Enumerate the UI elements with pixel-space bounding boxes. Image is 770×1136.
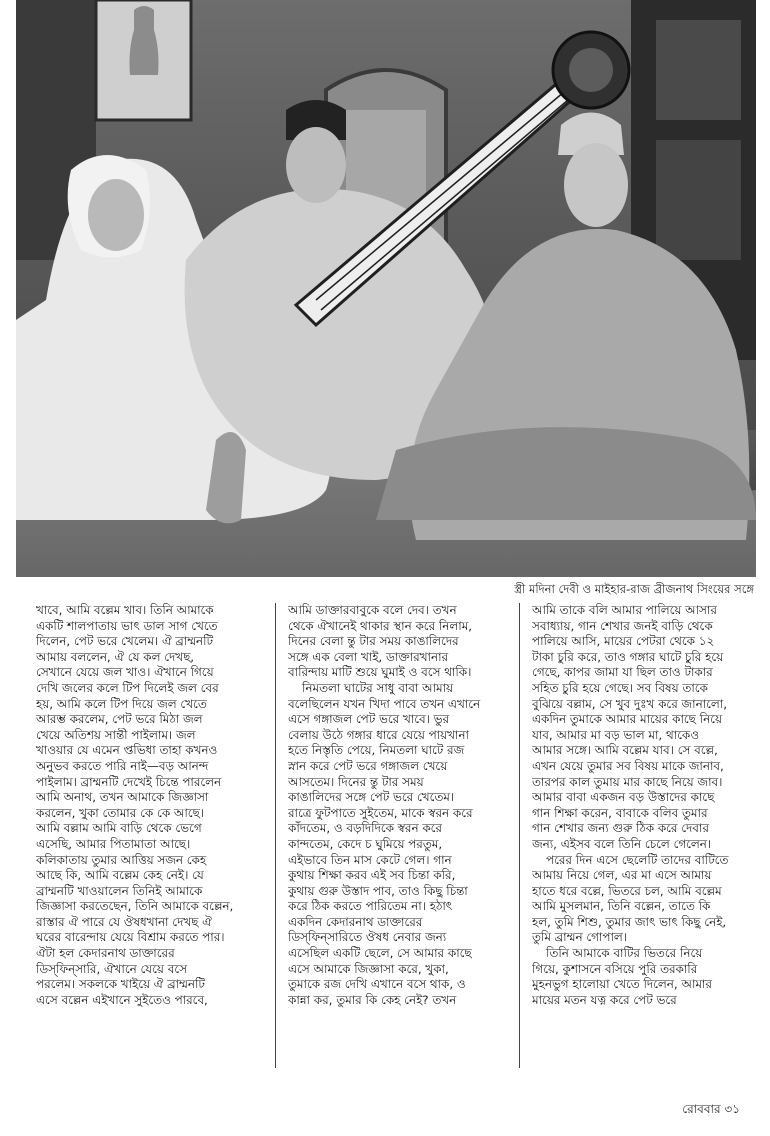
text-line: ঘরের বারেন্দায় যেয়ে বিশ্রাম করতে পার।: [36, 930, 225, 945]
text-line: এইভাবে তিন মাস কেটে গেল। গান: [288, 852, 452, 867]
text-line: জন্য, এইসব বলে তিনি চেলে গেলেন।: [532, 836, 712, 851]
text-line: আমি মুসলমান, তিনি বল্লেন, তাতে কি: [532, 899, 711, 914]
text-line: গিয়ে, কুশাসনে বসিয়ে পুরি তরকারি: [532, 961, 698, 976]
text-line: এখন যেয়ে তুমার সব বিষয় মাকে জানাব,: [532, 758, 724, 773]
text-line: একটি শালপাতায় ভাৎ ডাল সাগ খেতে: [36, 618, 218, 633]
text-line: কাঁদতেম, ও বড়দিদিকে স্বরন করে: [288, 821, 442, 836]
text-line: আমি তাকে বলি আমার পালিয়ে আসার: [532, 603, 717, 617]
musicians-photo: [16, 0, 756, 577]
text-line: একদিন তুমাকে আমার মায়ের কাছে নিয়ে: [532, 712, 722, 727]
text-line: ব্রাম্মনটি খাওয়ালেন তিনিই আমাকে: [36, 883, 203, 898]
text-line: থেকে ঐখানেই থাকার স্থান করে নিলাম,: [288, 618, 473, 633]
text-line: হতে নিস্তৃতি পেয়ে, নিমতলা ঘাটে রজ: [288, 743, 465, 758]
text-line: সবাধ্যায়, গান শেখার জনই বাড়ি থেকে: [532, 618, 713, 633]
photograph: [16, 0, 756, 577]
text-line: হল, তুমি শিশু, তুমার জাৎ ভাৎ কিছু নেই,: [532, 914, 727, 929]
text-line: জিজ্ঞাসা করতেছেন, তিনি আমাকে বল্লেন,: [36, 899, 234, 914]
article-column-1: [36, 603, 258, 1083]
text-line: পাইলাম। ব্রাম্মনটি দেখেই চিন্তে পারলেন: [36, 774, 222, 789]
text-line: তুমি ব্রাম্মন গোপাল।: [532, 930, 628, 945]
text-line: করলেন, খুকা তোমার কে কে আছে।: [36, 805, 205, 820]
text-line: আমি ডাক্তারবাবুকে বলে দেব। তখন: [288, 603, 457, 617]
text-line: তিনি আমাকে বাটির ভিতরে নিয়ে: [546, 946, 703, 961]
text-line: রাস্তার ঐ পারে যে ঔষধখানা দেখছ ঐ: [36, 914, 212, 929]
text-line: গান শিক্ষা করেন, বাবাকে বলিব তুমার: [532, 805, 708, 820]
text-line: দেখি জলের কলে টিপ দিলেই জল বের: [36, 680, 219, 695]
text-line: বলেছিলেন যখন খিদা পাবে তখন এখানে: [288, 696, 481, 711]
text-line: এসেছিল একটি ছেলে, সে আমার কাছে: [288, 946, 472, 961]
text-line: টাকা চুরি করে, তাও গঙ্গার ঘাটে চুরি হয়ে: [532, 649, 724, 664]
text-line: সহিত চুরি হয়ে গেছে। সব বিষয় তাকে: [532, 680, 708, 695]
text-line: তুমাকে রজ দেখি এখানে বসে থাক, ও: [288, 977, 466, 992]
text-line: বেলায় উঠে গঙ্গার ধারে যেয়ে পায়খানা: [288, 727, 469, 742]
text-line: বুঝিয়ে বল্লাম, সে খুব দুঃখ করে জানালো,: [532, 696, 728, 711]
text-line: আমার সঙ্গে। আমি বল্লেম যাব। সে বল্লে,: [532, 743, 718, 758]
text-line: কুথায় গুরু উস্তাদ পাব, তাও কিছু চিন্তা: [288, 883, 468, 898]
text-line: ডিস্‌ফিন্‌সারিতে ঔষধ নেবার জন্য: [288, 930, 447, 945]
text-line: আমার বাবা একজন বড় উস্তাদের কাছে: [532, 790, 715, 805]
text-line: হাতে ধরে বল্লে, ভিতরে চল, আমি বল্লেম: [532, 883, 722, 898]
text-line: আমি অনাথ, তখন আমাকে জিজ্ঞাসা: [36, 790, 209, 805]
text-line: স্নান করে পেট ভরে গঙ্গাজল খেয়ে: [288, 758, 448, 773]
text-line: পরলেম। সকলকে খাইয়ে ঐ ব্রাম্মনটি: [36, 977, 205, 992]
text-line: পরের দিন এসে ছেলেটি তাদের বাটিতে: [546, 852, 729, 867]
text-line: খাবে, আমি বল্লেম খাব। তিনি আমাকে: [36, 603, 214, 617]
text-line: এসে গঙ্গাজল পেট ভরে খাবে। ভুর: [288, 712, 450, 727]
text-line: এসেছি, আমার পিতামাতা আছে।: [36, 836, 191, 851]
text-line: দিলেন, পেট ভরে খেলেম। ঐ ব্রাম্মনটি: [36, 634, 214, 649]
text-line: আমায় নিয়ে গেল, এর মা এসে আমায়: [532, 868, 712, 883]
text-line: সঙ্গে এক বেলা খাই, ডাক্তারখানার: [288, 649, 449, 664]
text-line: কান্দতেম, কেদে চ ঘুমিয়ে পরতুম,: [288, 836, 443, 851]
text-line: গেছে, কাপর জামা যা ছিল তাও টাকার: [532, 665, 713, 680]
text-line: তারপর কাল তুমায় মার কাছে নিয়ে জাব।: [532, 774, 723, 789]
text-line: এসে বল্লেন এইখানে সুইতেও পারবে,: [36, 992, 208, 1007]
text-line: খাওয়ার যে এমেন প্তভিধা তাহা কখনও: [36, 743, 218, 758]
text-line: ডিস্‌ফিন্‌সারি, ঐখানে যেয়ে বসে: [36, 961, 187, 976]
text-line: কলিকাতায় তুমার আত্তিয় সজন কেহ: [36, 852, 207, 867]
text-line: একদিন কেদারনাথ ডাক্তারের: [288, 914, 423, 929]
text-line: আসতেম। দিনের ন্তু টার সময়: [288, 774, 424, 789]
text-line: এসে আমাকে জিজ্ঞাসা করে, খুকা,: [288, 961, 449, 976]
text-line: কুথায় শিক্ষা করব এই সব চিন্তা করি,: [288, 868, 456, 883]
text-line: পালিয়ে আসি, মায়ের পেটরা থেকে ১২: [532, 634, 715, 649]
text-line: দিনের বেলা ন্তু টার সময় কাঙালিদের: [288, 634, 459, 649]
article-column-3: [532, 603, 754, 1083]
text-line: আমি বল্লাম আমি বাড়ি থেকে ভেগে: [36, 821, 202, 836]
text-line: মুহনভুগ হালোয়া খেতে দিলেন, আমার: [532, 977, 712, 992]
text-line: আছে কি, আমি বল্লেম কেহ নেই। যে: [36, 868, 204, 883]
text-line: যাব, আমার মা বড় ভাল মা, থাকেও: [532, 727, 699, 742]
article-body: [36, 603, 748, 1083]
text-line: রাত্রে ফুটপাতে সুইতেম, মাকে স্বরন করে: [288, 805, 473, 820]
article-column-2: [288, 603, 510, 1083]
text-line: বারিন্দায় মাটি শুয়ে ঘুমাই ও বসে থাকি।: [288, 665, 472, 680]
text-line: মায়ের মতন যত্ন করে পেট ভরে: [532, 992, 677, 1007]
text-line: খেয়ে অতিশয় সান্তী পাইলাম। জল: [36, 727, 196, 742]
text-line: কান্না কর, তুমার কি কেহ নেই? তখন: [288, 992, 457, 1007]
photo-caption: স্ত্রী মদিনা দেবী ও মাইহার-রাজ ব্রীজনাথ সিংয়ের সঙ্গে: [514, 582, 754, 596]
text-line: করে ঠিক করতে পারিতেম না। হঠাৎ: [288, 899, 453, 914]
text-line: গান শেখার জন্য গুরু ঠিক করে দেবার: [532, 821, 709, 836]
text-line: নিমতলা ঘাটের সাধু বাবা আমায়: [302, 680, 454, 695]
text-line: অনুভব করতে পারি নাই—বড় আনন্দ: [36, 758, 209, 773]
text-line: সেখানে যেয়ে জল খাও। ঐখানে গিয়ে: [36, 665, 214, 680]
text-line: হয়, আমি কলে টিপ দিয়ে জল খেতে: [36, 696, 207, 711]
text-line: আরম্ভ করলেম, পেট ভরে মিঠা জল: [36, 712, 203, 727]
text-line: আমায় বললেন, ঐ যে কল দেখছ,: [36, 649, 195, 664]
page-footer: রোববার ৩১: [682, 1102, 740, 1116]
text-line: ঐটা হল কেদারনাথ ডাক্তারের: [36, 946, 175, 961]
text-line: কাঙালিদের সঙ্গে পেট ভরে খেতেম।: [288, 790, 455, 805]
